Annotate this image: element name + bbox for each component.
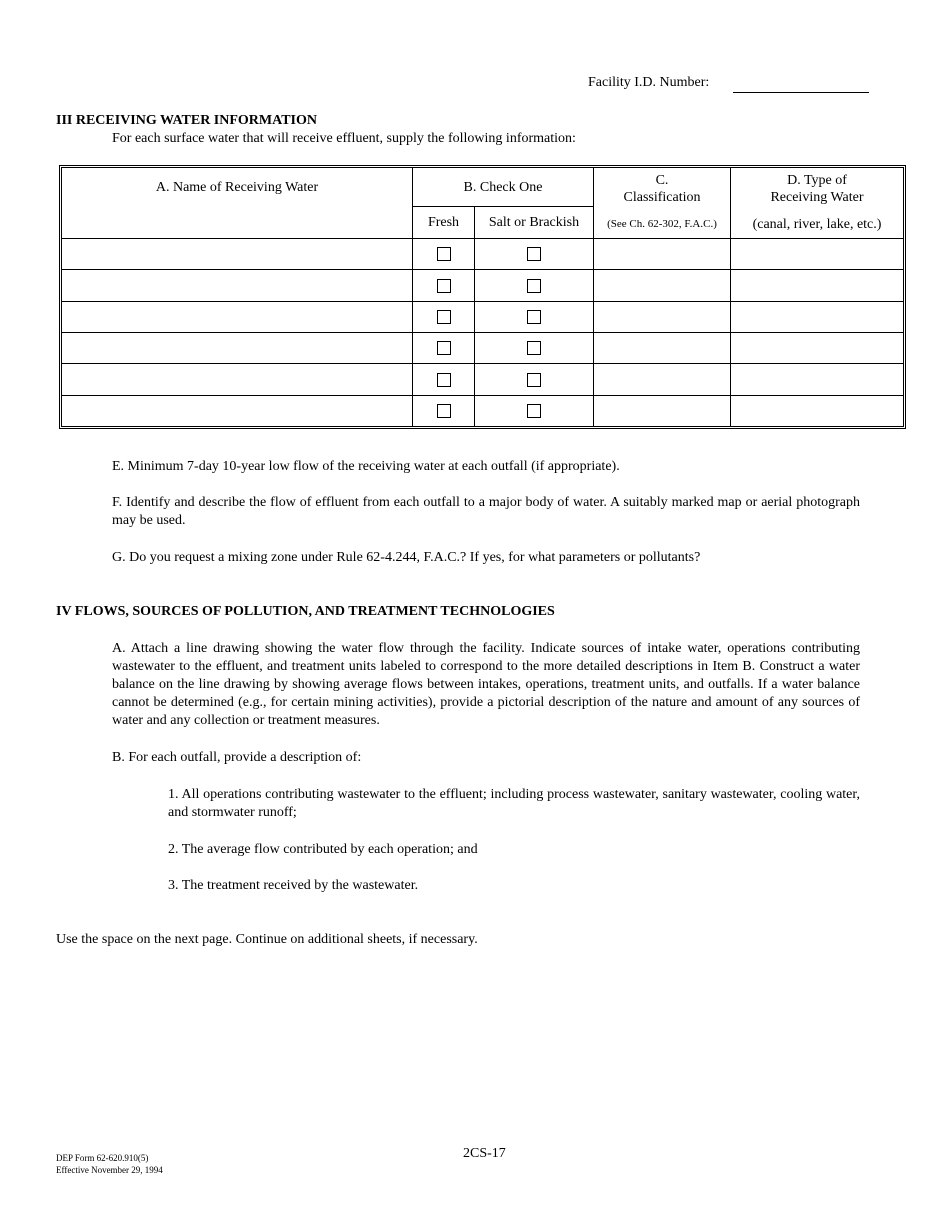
salt-brackish-checkbox[interactable] <box>527 341 541 355</box>
water-type-cell[interactable] <box>731 395 904 426</box>
form-info <box>56 1152 163 1176</box>
fresh-checkbox[interactable] <box>437 247 451 261</box>
col-d-note: (canal, river, lake, etc.) <box>752 217 882 233</box>
section-4-heading: IV FLOWS, SOURCES OF POLLUTION, AND TREATMENT TECHNOLOGIES <box>56 604 555 619</box>
col-b-header: B. Check One <box>413 168 594 207</box>
salt-brackish-checkbox[interactable] <box>527 373 541 387</box>
fresh-checkbox[interactable] <box>437 310 451 324</box>
col-a-header: A. Name of Receiving Water <box>62 168 413 239</box>
salt-brackish-checkbox[interactable] <box>527 404 541 418</box>
col-c-letter: C. <box>655 173 669 189</box>
classification-cell[interactable] <box>594 270 731 301</box>
fresh-checkbox[interactable] <box>437 279 451 293</box>
classification-cell[interactable] <box>594 395 731 426</box>
form-number: DEP Form 62-620.910(5) <box>56 1153 149 1163</box>
water-type-cell[interactable] <box>731 301 904 332</box>
col-c-note: (See Ch. 62-302, F.A.C.) <box>607 218 717 231</box>
salt-brackish-checkbox[interactable] <box>527 310 541 324</box>
section-4-item-b3: 3. The treatment received by the wastewater. <box>168 878 419 893</box>
water-type-cell[interactable] <box>731 238 904 269</box>
receiving-water-name-cell[interactable] <box>62 332 413 363</box>
section-3-heading: III RECEIVING WATER INFORMATION <box>56 113 317 128</box>
classification-cell[interactable] <box>594 301 731 332</box>
col-d-title-2: Receiving Water <box>770 190 864 206</box>
col-d-header <box>731 168 904 239</box>
continuation-note: Use the space on the next page. Continue on additional sheets, if necessary. <box>56 932 478 947</box>
table-row <box>62 301 904 332</box>
facility-id-label: Facility I.D. Number: <box>588 75 710 90</box>
salt-brackish-checkbox[interactable] <box>527 279 541 293</box>
page-number: 2CS-17 <box>463 1146 506 1161</box>
receiving-water-name-cell[interactable] <box>62 270 413 301</box>
classification-cell[interactable] <box>594 238 731 269</box>
table-row <box>62 395 904 426</box>
item-f-text: F. Identify and describe the flow of effluent from each outfall to a major body of water. A suitably marked map or aerial photograph may be used. <box>112 495 860 528</box>
water-type-cell[interactable] <box>731 270 904 301</box>
table-row <box>62 364 904 395</box>
receiving-water-table <box>61 167 904 427</box>
table-row <box>62 332 904 363</box>
salt-brackish-checkbox[interactable] <box>527 247 541 261</box>
receiving-water-name-cell[interactable] <box>62 395 413 426</box>
col-b-fresh-header: Fresh <box>413 207 475 238</box>
effective-date: Effective November 29, 1994 <box>56 1165 163 1175</box>
classification-cell[interactable] <box>594 332 731 363</box>
section-4-item-b2: 2. The average flow contributed by each operation; and <box>168 842 478 857</box>
section-4-item-a: A. Attach a line drawing showing the water flow through the facility. Indicate sources of intake water, operations contributing wastewater to the effluent, and treatment units labeled to correspond to the more detailed descriptions in Item B. Construct a water balance on the line drawing by showing average flows between intakes, operations, treatment units, and outfalls. If a water balance cannot be determined (e.g., for certain mining activities), provide a pictorial description of the nature and amount of any sources of water and any collection or treatment measures. <box>112 641 860 728</box>
section-4-item-b: B. For each outfall, provide a description of: <box>112 750 362 765</box>
section-3-intro: For each surface water that will receive effluent, supply the following information: <box>112 131 576 146</box>
classification-cell[interactable] <box>594 364 731 395</box>
fresh-checkbox[interactable] <box>437 404 451 418</box>
water-type-cell[interactable] <box>731 364 904 395</box>
water-type-cell[interactable] <box>731 332 904 363</box>
col-b-salt-header: Salt or Brackish <box>475 207 594 238</box>
receiving-water-name-cell[interactable] <box>62 238 413 269</box>
col-d-title-1: D. Type of <box>787 173 847 189</box>
facility-id-input-line[interactable] <box>733 92 869 93</box>
receiving-water-name-cell[interactable] <box>62 301 413 332</box>
item-e-text: E. Minimum 7-day 10-year low flow of the receiving water at each outfall (if appropriate). <box>112 459 620 474</box>
table-row <box>62 238 904 269</box>
col-c-title: Classification <box>623 190 701 206</box>
item-g-text: G. Do you request a mixing zone under Rule 62-4.244, F.A.C.? If yes, for what parameters or pollutants? <box>112 550 701 565</box>
table-row <box>62 270 904 301</box>
col-c-header <box>594 168 731 239</box>
receiving-water-name-cell[interactable] <box>62 364 413 395</box>
fresh-checkbox[interactable] <box>437 341 451 355</box>
section-4-item-b1: 1. All operations contributing wastewater to the effluent; including process wastewater, sanitary wastewater, cooling water, and stormwater runoff; <box>168 787 860 820</box>
fresh-checkbox[interactable] <box>437 373 451 387</box>
